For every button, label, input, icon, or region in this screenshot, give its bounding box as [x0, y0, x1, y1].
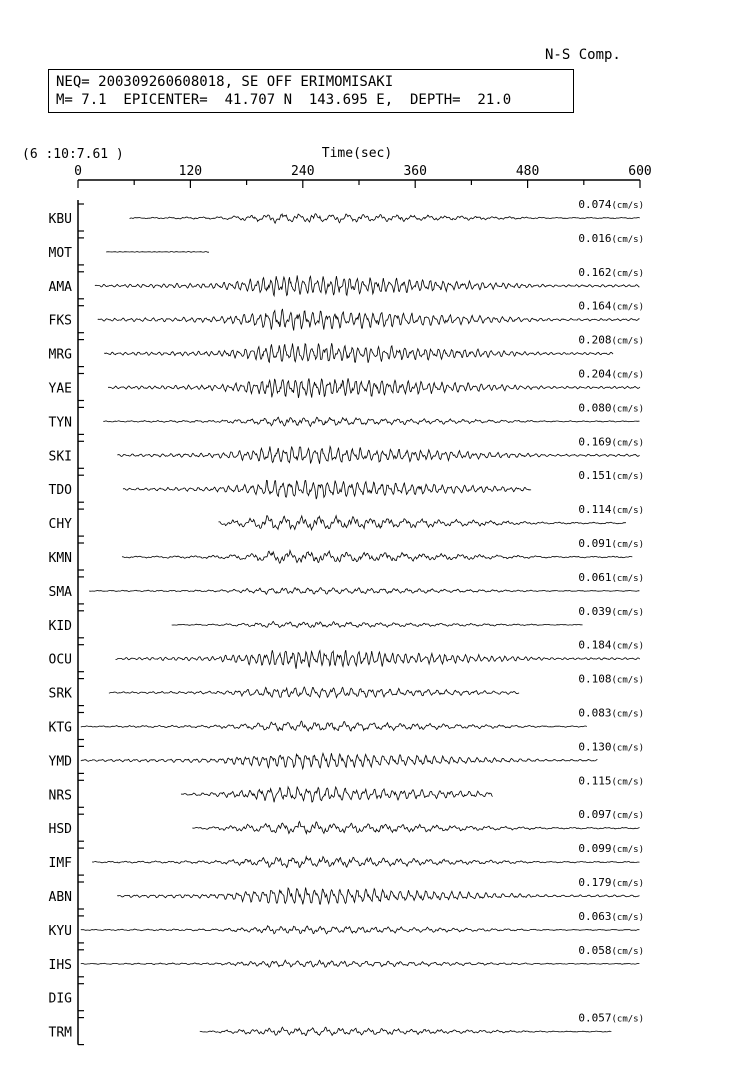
station-max-amplitude: 0.115(cm/s): [578, 774, 644, 788]
station-code-label: SKI: [48, 449, 72, 465]
trace-group: [49, 198, 644, 1045]
waveform-trace: [81, 753, 598, 769]
waveform-trace: [81, 721, 587, 731]
station-code-label: TYN: [48, 415, 72, 431]
station-row-tyn: [49, 401, 644, 434]
station-row-ski: [49, 435, 644, 468]
station-row-kmn: [49, 537, 644, 570]
x-tick-label: 0: [74, 164, 82, 179]
station-row-trm: [49, 1012, 644, 1045]
station-row-fks: [49, 300, 644, 333]
event-line-1: NEQ= 200309260608018, SE OFF ERIMOMISAKI: [56, 74, 394, 90]
station-row-nrs: [49, 774, 644, 807]
waveform-trace: [89, 588, 639, 595]
waveform-trace: [95, 275, 640, 295]
station-row-mot: [49, 232, 644, 265]
x-tick-label: 360: [403, 164, 427, 179]
station-max-amplitude: 0.058(cm/s): [578, 943, 644, 957]
station-row-ymd: [49, 740, 644, 773]
station-code-label: MOT: [48, 245, 72, 261]
station-row-imf: [49, 842, 644, 875]
waveform-trace: [123, 480, 531, 499]
station-row-yae: [49, 368, 644, 401]
station-max-amplitude: 0.208(cm/s): [578, 333, 644, 347]
waveform-trace: [117, 446, 639, 463]
waveform-trace: [109, 687, 519, 698]
station-row-ihs: [49, 944, 644, 977]
station-row-kbu: [49, 198, 644, 231]
station-row-kid: [49, 605, 644, 638]
station-row-ama: [49, 266, 644, 299]
station-code-label: OCU: [48, 652, 72, 668]
station-code-label: KID: [48, 618, 72, 634]
station-row-mrg: [49, 334, 644, 367]
station-max-amplitude: 0.108(cm/s): [578, 672, 644, 686]
station-row-chy: [49, 503, 644, 536]
station-row-ktg: [49, 707, 644, 740]
station-code-label: TDO: [48, 483, 72, 499]
time-axis: [74, 164, 652, 188]
station-code-label: KYU: [48, 923, 72, 939]
station-max-amplitude: 0.063(cm/s): [578, 909, 644, 923]
station-max-amplitude: 0.080(cm/s): [578, 401, 644, 415]
station-code-label: DIG: [48, 991, 72, 1007]
station-max-amplitude: 0.016(cm/s): [578, 231, 644, 245]
station-max-amplitude: 0.039(cm/s): [578, 604, 644, 618]
station-row-hsd: [49, 808, 644, 841]
station-row-tdo: [49, 469, 644, 502]
station-max-amplitude: 0.097(cm/s): [578, 808, 644, 822]
station-max-amplitude: 0.091(cm/s): [578, 537, 644, 550]
station-max-amplitude: 0.179(cm/s): [578, 876, 644, 889]
waveform-trace: [81, 926, 640, 934]
waveform-trace: [122, 551, 632, 564]
waveform-trace: [92, 857, 640, 868]
station-max-amplitude: 0.074(cm/s): [578, 198, 644, 211]
waveform-trace: [116, 650, 640, 669]
station-row-srk: [49, 673, 644, 706]
station-code-label: KBU: [48, 212, 72, 227]
station-max-amplitude: 0.130(cm/s): [578, 740, 644, 754]
x-tick-label: 120: [178, 164, 203, 179]
station-code-label: KMN: [48, 551, 72, 566]
station-code-label: HSD: [48, 822, 72, 838]
waveform-trace: [117, 888, 639, 905]
waveform-trace: [181, 787, 493, 803]
station-row-ocu: [49, 639, 644, 672]
station-code-label: AMA: [48, 279, 72, 295]
station-max-amplitude: 0.114(cm/s): [578, 503, 644, 517]
station-code-label: TRM: [48, 1025, 72, 1041]
waveform-trace: [219, 516, 626, 530]
station-max-amplitude: 0.162(cm/s): [578, 265, 644, 279]
waveform-trace: [192, 822, 639, 834]
station-max-amplitude: 0.151(cm/s): [578, 469, 644, 483]
waveform-trace: [106, 252, 209, 253]
waveform-trace: [81, 960, 640, 967]
station-max-amplitude: 0.099(cm/s): [578, 842, 644, 856]
waveform-trace: [130, 214, 640, 224]
station-code-label: IHS: [48, 957, 72, 973]
waveform-trace: [98, 309, 640, 331]
station-code-label: MRG: [48, 347, 72, 363]
waveform-trace: [108, 378, 640, 398]
station-max-amplitude: 0.061(cm/s): [578, 570, 644, 584]
station-row-kyu: [49, 910, 644, 943]
station-max-amplitude: 0.057(cm/s): [578, 1011, 644, 1025]
station-code-label: FKS: [48, 313, 72, 329]
x-tick-label: 240: [291, 164, 315, 179]
station-code-label: NRS: [48, 788, 72, 804]
waveform-trace: [104, 343, 613, 363]
station-row-abn: [49, 876, 644, 909]
event-line-2: M= 7.1 EPICENTER= 41.707 N 143.695 E, DEPTH= 21.0: [56, 92, 512, 108]
station-code-label: SRK: [48, 686, 72, 702]
station-code-label: KTG: [48, 720, 72, 736]
station-max-amplitude: 0.164(cm/s): [578, 299, 644, 313]
x-axis-label: Time(sec): [321, 146, 393, 161]
station-code-label: IMF: [48, 856, 72, 872]
x-tick-label: 600: [628, 164, 652, 179]
station-row-sma: [49, 571, 644, 604]
station-max-amplitude: 0.204(cm/s): [578, 367, 644, 381]
start-time-label: (6 :10:7.61 ): [22, 147, 124, 162]
station-code-label: YAE: [48, 381, 72, 397]
component-label: N-S Comp.: [545, 47, 621, 63]
station-code-label: CHY: [48, 517, 72, 533]
station-max-amplitude: 0.169(cm/s): [578, 435, 644, 449]
station-max-amplitude: 0.083(cm/s): [578, 706, 644, 720]
station-code-label: SMA: [48, 584, 72, 600]
x-tick-label: 480: [515, 164, 540, 179]
waveform-trace: [103, 417, 639, 426]
station-max-amplitude: 0.184(cm/s): [578, 638, 644, 652]
waveform-trace: [200, 1027, 612, 1035]
station-code-label: ABN: [48, 890, 72, 905]
waveform-trace: [172, 621, 583, 627]
station-code-label: YMD: [48, 754, 72, 770]
